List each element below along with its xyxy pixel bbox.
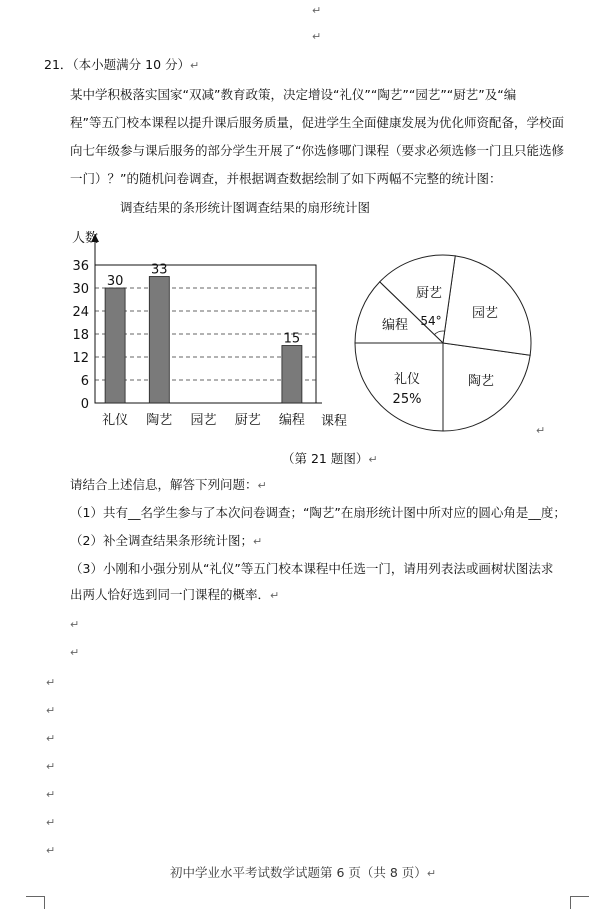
pie-slices: [355, 255, 531, 431]
part-2-text: （2）补全调查结果条形统计图；: [70, 533, 253, 548]
question-text-line: 程”等五门校本课程以提升课后服务质量，促进学生全面健康发展为优化师资配备，学校面: [70, 115, 564, 130]
footer-text: 初中学业水平考试数学试题第 6 页（共 8 页）: [170, 865, 427, 880]
pie-label: 礼仪: [393, 372, 421, 387]
y-tick-label: 6: [80, 374, 89, 389]
part-3-cont-text: 出两人恰好选到同一门课程的概率．: [70, 587, 271, 602]
y-tick-label: 30: [72, 282, 89, 297]
question-number: 21．: [44, 57, 73, 72]
question-header: [44, 52, 549, 79]
chart-bars: [105, 277, 302, 404]
bar-编程: [282, 346, 302, 404]
y-tick-label: 12: [72, 351, 89, 366]
question-text-line: 一门）？”的随机问卷调查，并根据调查数据绘制了如下两幅不完整的统计图：: [70, 171, 502, 186]
page-footer: [170, 863, 436, 881]
y-tick-label: 24: [72, 305, 89, 320]
y-tick-label: 0: [80, 397, 89, 412]
paragraph-mark: ↵: [368, 453, 378, 466]
paragraph-mark: ↵: [270, 589, 280, 602]
paragraph-mark: ↵: [190, 59, 200, 72]
figure-caption: [282, 449, 378, 467]
question-text-line: 某中学积极落实国家“双减”教育政策，决定增设“礼仪”“陶艺”“园艺”“厨艺”及“编: [70, 87, 517, 102]
crop-mark: [26, 896, 45, 909]
paragraph-mark: ↵: [46, 788, 56, 801]
paragraph-mark: ↵: [312, 4, 322, 17]
instruction-text: [70, 472, 575, 499]
y-axis-label: 人数: [72, 231, 99, 246]
paragraph-mark: ↵: [46, 760, 56, 773]
question-text-line: 向七年级参与课后服务的部分学生开展了“你选修哪门课程（要求必须选修一门且只能选修: [70, 143, 564, 158]
crop-mark: [570, 896, 589, 909]
paragraph-mark: ↵: [257, 479, 267, 492]
chart-caption: 调查结果的条形统计图调查结果的扇形统计图: [120, 200, 371, 215]
bar-chart: [40, 220, 360, 440]
x-tick-label: 园艺: [190, 413, 217, 428]
x-tick-label: 编程: [278, 413, 305, 428]
paragraph-mark: ↵: [252, 535, 263, 548]
paragraph-mark: ↵: [46, 816, 56, 829]
y-tick-label: 36: [72, 259, 89, 274]
paragraph-mark: ↵: [46, 732, 56, 745]
angle-annotation: 54°: [420, 314, 442, 328]
x-tick-label: 礼仪: [102, 413, 129, 428]
paragraph-mark: ↵: [312, 30, 322, 43]
x-tick-label: 陶艺: [146, 413, 173, 428]
paragraph-mark: ↵: [70, 618, 80, 631]
instruction-line: 请结合上述信息，解答下列问题：: [70, 477, 258, 492]
x-tick-label: 厨艺: [234, 413, 261, 428]
figure-caption-text: （第 21 题图）: [282, 451, 369, 466]
paragraph-mark: ↵: [46, 844, 56, 857]
data-label: 30: [106, 274, 124, 289]
part-3-cont: [70, 582, 575, 609]
paragraph-mark: ↵: [426, 867, 437, 880]
pie-value-label: 25%: [392, 392, 422, 407]
pie-chart: [348, 250, 538, 440]
paragraph-mark: ↵: [46, 676, 56, 689]
data-label: 33: [151, 262, 168, 278]
bar-陶艺: [149, 277, 169, 404]
part-3: （3）小刚和小强分别从“礼仪”等五门校本课程中任选一门，请用列表法或画树状图法求: [70, 561, 554, 576]
x-axis-label: 课程: [321, 414, 348, 429]
paragraph-mark: ↵: [46, 704, 56, 717]
pie-label: 编程: [381, 318, 409, 333]
paragraph-mark: ↵: [536, 424, 546, 437]
pie-label: 陶艺: [467, 374, 495, 389]
part-1: （1）共有__名学生参与了本次问卷调查；“陶艺”在扇形统计图中所对应的圆心角是__度；: [70, 505, 566, 520]
points-note: （本小题满分 10 分）: [72, 57, 191, 72]
pie-label: 园艺: [471, 306, 499, 321]
paragraph-mark: ↵: [70, 646, 80, 659]
part-2: [70, 528, 575, 555]
bar-礼仪: [105, 288, 125, 403]
data-label: 15: [283, 331, 301, 347]
pie-label: 厨艺: [415, 286, 443, 301]
y-tick-label: 18: [72, 328, 89, 343]
pie-slice-礼仪: [355, 343, 443, 431]
